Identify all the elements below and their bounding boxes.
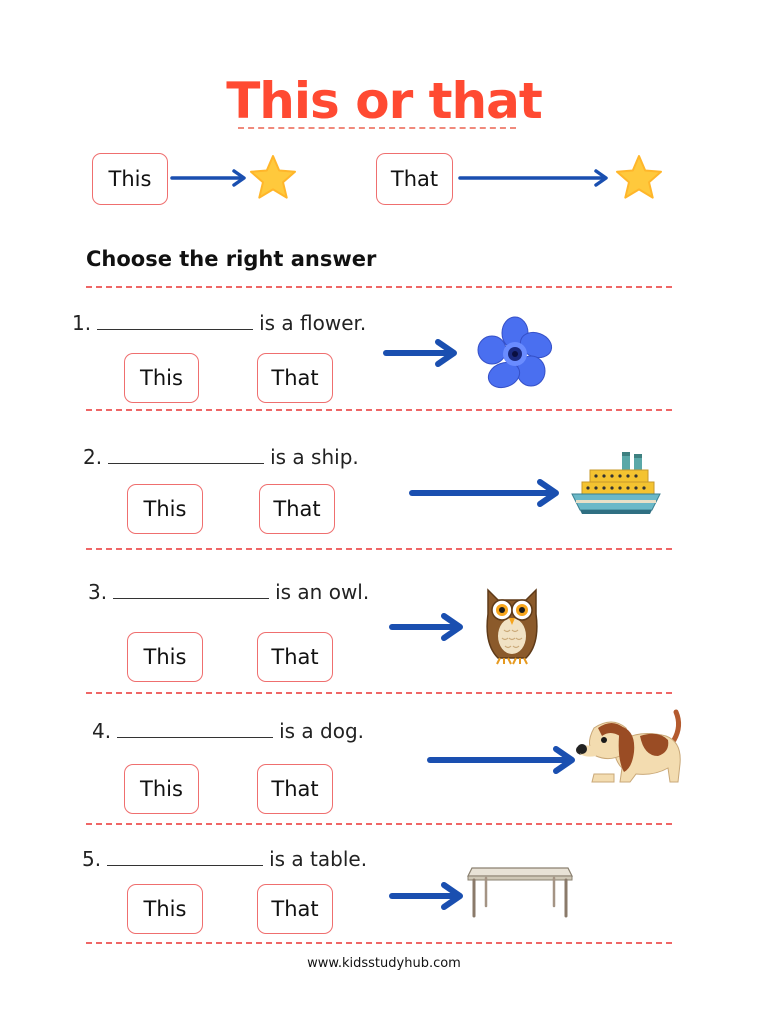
divider: [86, 548, 672, 550]
legend-this-arrow-icon: [170, 168, 250, 188]
owl-icon: [482, 584, 542, 668]
option-that-q1[interactable]: That: [257, 353, 333, 403]
section-heading: Choose the right answer: [86, 247, 377, 271]
ship-icon: [570, 448, 662, 520]
question-text: is a flower.: [259, 311, 367, 335]
option-that-q4[interactable]: That: [257, 764, 333, 814]
answer-blank[interactable]: [107, 847, 263, 866]
option-that-q3[interactable]: That: [257, 632, 333, 682]
footer-url[interactable]: www.kidsstudyhub.com: [307, 956, 461, 971]
divider: [86, 942, 672, 944]
star-near-icon: [248, 153, 298, 201]
star-far-icon: [614, 153, 664, 201]
question-1: [72, 311, 366, 335]
legend-that-box: That: [376, 153, 453, 205]
option-this-q1[interactable]: This: [124, 353, 199, 403]
question-3: [88, 580, 369, 604]
legend-that-arrow-icon: [458, 168, 613, 188]
question-number: 4.: [92, 719, 112, 743]
page-title: This or that: [226, 72, 542, 130]
question-number: 3.: [88, 580, 108, 604]
option-this-q2[interactable]: This: [127, 484, 203, 534]
arrow-icon: [410, 479, 565, 507]
question-text: is a dog.: [279, 719, 365, 743]
question-4: [92, 719, 364, 743]
arrow-icon: [390, 613, 470, 641]
option-this-q5[interactable]: This: [127, 884, 203, 934]
option-this-q3[interactable]: This: [127, 632, 203, 682]
question-text: is an owl.: [275, 580, 370, 604]
option-that-q2[interactable]: That: [259, 484, 335, 534]
divider: [86, 692, 672, 694]
divider: [86, 286, 672, 288]
arrow-icon: [384, 339, 464, 367]
title-underline: [238, 127, 516, 129]
question-text: is a table.: [269, 847, 368, 871]
legend-this-box: This: [92, 153, 168, 205]
question-number: 1.: [72, 311, 92, 335]
question-number: 5.: [82, 847, 102, 871]
divider: [86, 409, 672, 411]
flower-icon: [476, 317, 554, 389]
arrow-icon: [390, 882, 470, 910]
answer-blank[interactable]: [108, 445, 264, 464]
dog-icon: [574, 706, 688, 790]
question-number: 2.: [83, 445, 103, 469]
answer-blank[interactable]: [97, 311, 253, 330]
answer-blank[interactable]: [113, 580, 269, 599]
option-that-q5[interactable]: That: [257, 884, 333, 934]
question-2: [83, 445, 359, 469]
option-this-q4[interactable]: This: [124, 764, 199, 814]
answer-blank[interactable]: [117, 719, 273, 738]
question-5: [82, 847, 367, 871]
question-text: is a ship.: [270, 445, 359, 469]
table-icon: [466, 862, 574, 920]
divider: [86, 823, 672, 825]
arrow-icon: [428, 746, 583, 774]
